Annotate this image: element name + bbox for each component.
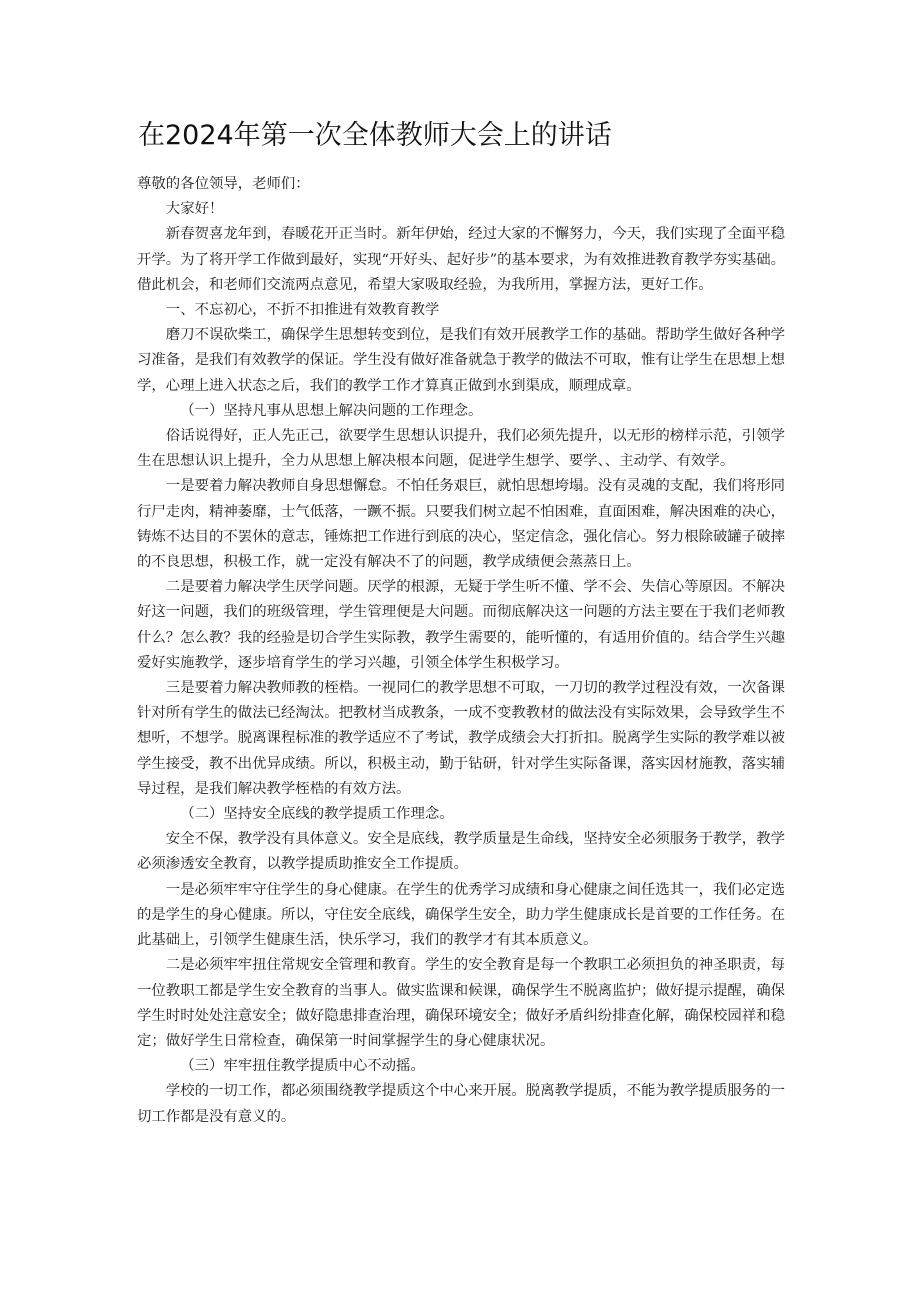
document-body [137,172,785,1130]
paragraph: 一是必须牢牢守住学生的身心健康。在学生的优秀学习成绩和身心健康之间任选其一，我们必定选的是学生的身心健康。所以，守住安全底线，确保学生安全，助力学生健康成长是首要的工作任务。在此基础上，引领学生健康生活，快乐学习，我们的教学才有其本质意义。 [137,881,785,949]
paragraph: 大家好！ [165,201,224,218]
paragraph: 学校的一切工作，都必须围绕教学提质这个中心来开展。脱离教学提质，不能为教学提质服务的一切工作都是没有意义的。 [137,1083,785,1125]
paragraph: 一是要着力解决教师自身思想懈怠。不怕任务艰巨，就怕思想垮塌。没有灵魂的支配，我们将形同行尸走肉，精神萎靡，士气低落，一蹶不振。只要我们树立起不怕困难，直面困难，解决困难的决心，铸炼不达目的不罢休的意志，锤炼把工作进行到底的决心，坚定信念，强化信心。努力根除破罐子破摔的不良思想，积极工作，就一定没有解决不了的问题，教学成绩便会蒸蒸日上。 [137,478,785,571]
paragraph: 安全不保，教学没有具体意义。安全是底线，教学质量是生命线，坚持安全必须服务于教学，教学必须渗透安全教育，以教学提质助推安全工作提质。 [137,831,785,873]
paragraph: 二是要着力解决学生厌学问题。厌学的根源，无疑于学生听不懂、学不会、失信心等原因。不解决好这一问题，我们的班级管理，学生管理便是大问题。而彻底解决这一问题的方法主要在于我们老师教什么？怎么教？我的经验是切合学生实际教，教学生需要的，能听懂的，有适用价值的。结合学生兴趣爱好实施教学，逐步培育学生的学习兴趣，引领全体学生积极学习。 [137,579,785,671]
paragraph: 三是要着力解决教师教的桎梏。一视同仁的教学思想不可取，一刀切的教学过程没有效，一次备课针对所有学生的做法已经淘汰。把教材当成教条，一成不变教教材的做法没有实际效果，会导致学生不想听，不想学。脱离课程标准的教学适应不了考试，教学成绩会大打折扣。脱离学生实际的教学难以被学生接受，教不出优异成绩。所以，积极主动，勤于钻研，针对学生实际备课，落实因材施教，落实辅导过程，是我们解决教学桎梏的有效方法。 [137,680,785,797]
paragraph: 二是必须牢牢扭住常规安全管理和教育。学生的安全教育是每一个教职工必须担负的神圣职责，每一位教职工都是学生安全教育的当事人。做实监课和候课，确保学生不脱离监护；做好提示提醒，确保学生时时处处注意安全；做好隐患排查治理，确保环境安全；做好矛盾纠纷排查化解，确保校园祥和稳定；做好学生日常检查，确保第一时间掌握学生的身心健康状况。 [137,957,785,1049]
paragraph: 俗话说得好，正人先正己，欲要学生思想认识提升，我们必须先提升，以无形的榜样示范，引领学生在思想认识上提升，全力从思想上解决根本问题，促进学生想学、要学、、主动学、有效学。 [137,428,785,470]
section-heading: 一、不忘初心，不折不扣推进有效教育教学 [165,302,440,319]
subsection-heading: （二）坚持安全底线的教学提质工作理念。 [180,806,454,823]
paragraph: 新春贺喜龙年到，春暖花开正当时。新年伊始，经过大家的不懈努力，今天，我们实现了全面平稳开学。为了将开学工作做到最好，实现“开好头、起好步”的基本要求，为有效推进教育教学夯实基础。借此机会，和老师们交流两点意见，希望大家吸取经验，为我所用，掌握方法，更好工作。 [137,226,785,293]
paragraph: 磨刀不误砍柴工，确保学生思想转变到位，是我们有效开展教学工作的基础。帮助学生做好各种学习准备，是我们有效教学的保证。学生没有做好准备就急于教学的做法不可取，惟有让学生在思想上想学，心理上进入状态之后，我们的教学工作才算真正做到水到渠成，顺理成章。 [137,327,785,394]
subsection-heading: （一）坚持凡事从思想上解决问题的工作理念。 [180,402,483,419]
subsection-heading: （三）牢牢扭住教学提质中心不动摇。 [180,1058,425,1075]
document-title: 在2024年第一次全体教师大会上的讲话 [138,120,612,151]
salutation: 尊敬的各位领导，老师们： [137,176,310,192]
